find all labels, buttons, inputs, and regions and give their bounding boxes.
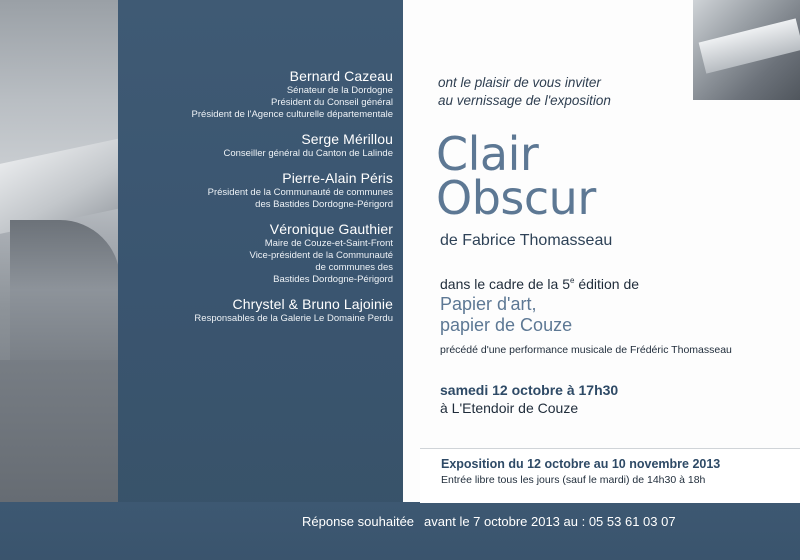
host-entry [125, 68, 393, 121]
host-role: Président de la Communauté de communes [207, 187, 393, 198]
host-role: Bastides Dordogne-Périgord [273, 274, 393, 285]
host-name: Serge Mérillou [301, 131, 393, 147]
host-entry [125, 296, 393, 325]
host-role: Responsables de la Galerie Le Domaine Perdu [194, 313, 393, 324]
hosts-list [125, 68, 393, 335]
event-title [440, 294, 572, 336]
host-role: Vice-président de la Communauté [249, 250, 393, 261]
host-entry [125, 170, 393, 211]
event-venue: à L'Etendoir de Couze [440, 400, 579, 416]
host-role: des Bastides Dordogne-Périgord [255, 199, 393, 210]
host-role: Sénateur de la Dordogne [286, 85, 393, 96]
host-role: Conseiller général du Canton de Lalinde [223, 148, 393, 159]
rsvp-line [302, 514, 676, 529]
photo-dark-shape [10, 220, 118, 360]
event-title-line: papier de Couze [440, 315, 573, 335]
host-entry [125, 131, 393, 160]
corner-photo [693, 0, 800, 100]
context-text: dans le cadre de la 5 [440, 276, 570, 292]
host-role: Président du Conseil général [271, 97, 393, 108]
event-title-line: Papier d'art, [440, 294, 537, 314]
bottom-band [0, 502, 800, 560]
entry-hours: Entrée libre tous les jours (sauf le mardi) de 14h30 à 18h [441, 474, 706, 486]
exhibition-author: de Fabrice Thomasseau [440, 232, 613, 249]
photo-slab-shape [699, 18, 800, 73]
context-text: édition de [574, 276, 640, 292]
invitation-text [438, 74, 688, 110]
title-line: Clair [436, 127, 539, 181]
left-photo [0, 0, 118, 560]
edition-context [440, 276, 639, 292]
host-entry [125, 221, 393, 286]
exhibition-dates: Exposition du 12 octobre au 10 novembre 2013 [441, 457, 721, 471]
rsvp-label: Réponse souhaitée [302, 514, 415, 529]
host-name: Bernard Cazeau [289, 68, 393, 84]
invitation-line: au vernissage de l'exposition [438, 93, 611, 108]
title-line: Obscur [436, 171, 596, 225]
host-role: Maire de Couze-et-Saint-Front [264, 238, 393, 249]
performance-note: précédé d'une performance musicale de Frédéric Thomasseau [440, 344, 732, 356]
host-name: Véronique Gauthier [269, 221, 393, 237]
host-role: de communes des [315, 262, 393, 273]
invitation-line: ont le plaisir de vous inviter [438, 75, 601, 90]
rsvp-detail: avant le 7 octobre 2013 au : 05 53 61 03 07 [424, 514, 676, 529]
edition-superscript: e [569, 276, 575, 285]
host-name: Chrystel & Bruno Lajoinie [232, 296, 393, 312]
event-date: samedi 12 octobre à 17h30 [440, 382, 619, 398]
exhibition-title [436, 127, 596, 225]
host-name: Pierre-Alain Péris [282, 170, 393, 186]
host-role: Président de l'Agence culturelle départementale [191, 109, 393, 120]
